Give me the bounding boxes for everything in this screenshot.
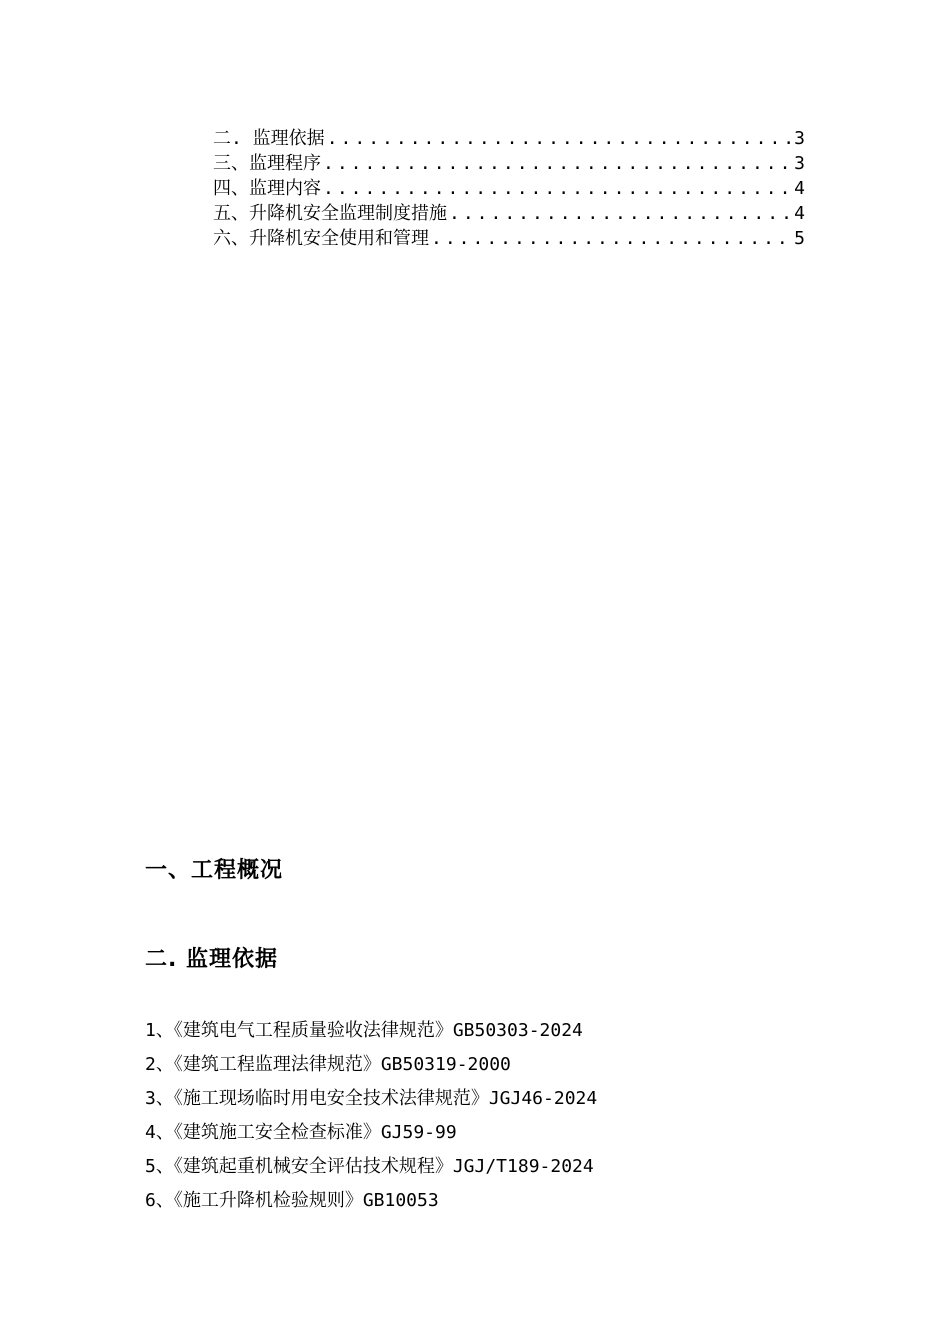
section-heading-project-overview: 一、工程概况 bbox=[145, 858, 284, 883]
toc-entry-title: 五、升降机安全监理制度措施 bbox=[213, 203, 447, 224]
toc-entry[interactable] bbox=[213, 199, 805, 224]
toc-leader-dots bbox=[449, 203, 792, 224]
toc-entry[interactable] bbox=[213, 124, 805, 149]
reference-item: 5、《建筑起重机械安全评估技术规程》JGJ/T189-2024 bbox=[145, 1156, 594, 1177]
toc-entry-title: 六、升降机安全使用和管理 bbox=[213, 228, 429, 249]
reference-item: 4、《建筑施工安全检查标准》GJ59-99 bbox=[145, 1122, 457, 1143]
toc-entry-title: 二. 监理依据 bbox=[213, 128, 325, 149]
toc-entry[interactable] bbox=[213, 174, 805, 199]
section-heading-supervision-basis: 二. 监理依据 bbox=[145, 947, 279, 972]
reference-item: 2、《建筑工程监理法律规范》GB50319-2000 bbox=[145, 1054, 511, 1075]
toc-entry-page: 4 bbox=[794, 178, 805, 199]
toc-entry[interactable] bbox=[213, 149, 805, 174]
toc-entry[interactable] bbox=[213, 224, 805, 249]
reference-item: 3、《施工现场临时用电安全技术法律规范》JGJ46-2024 bbox=[145, 1088, 598, 1109]
reference-list bbox=[145, 1018, 597, 1222]
reference-item: 1、《建筑电气工程质量验收法律规范》GB50303-2024 bbox=[145, 1020, 583, 1041]
toc-leader-dots bbox=[431, 228, 792, 249]
reference-item: 6、《施工升降机检验规则》GB10053 bbox=[145, 1190, 439, 1211]
toc-entry-page: 3 bbox=[794, 153, 805, 174]
toc-entry-page: 5 bbox=[794, 228, 805, 249]
toc-leader-dots bbox=[323, 178, 792, 199]
toc-leader-dots bbox=[327, 128, 792, 149]
toc-entry-title: 四、监理内容 bbox=[213, 178, 321, 199]
toc-entry-page: 4 bbox=[794, 203, 805, 224]
table-of-contents bbox=[213, 124, 805, 249]
toc-entry-title: 三、监理程序 bbox=[213, 153, 321, 174]
toc-entry-page: 3 bbox=[794, 128, 805, 149]
toc-leader-dots bbox=[323, 153, 792, 174]
